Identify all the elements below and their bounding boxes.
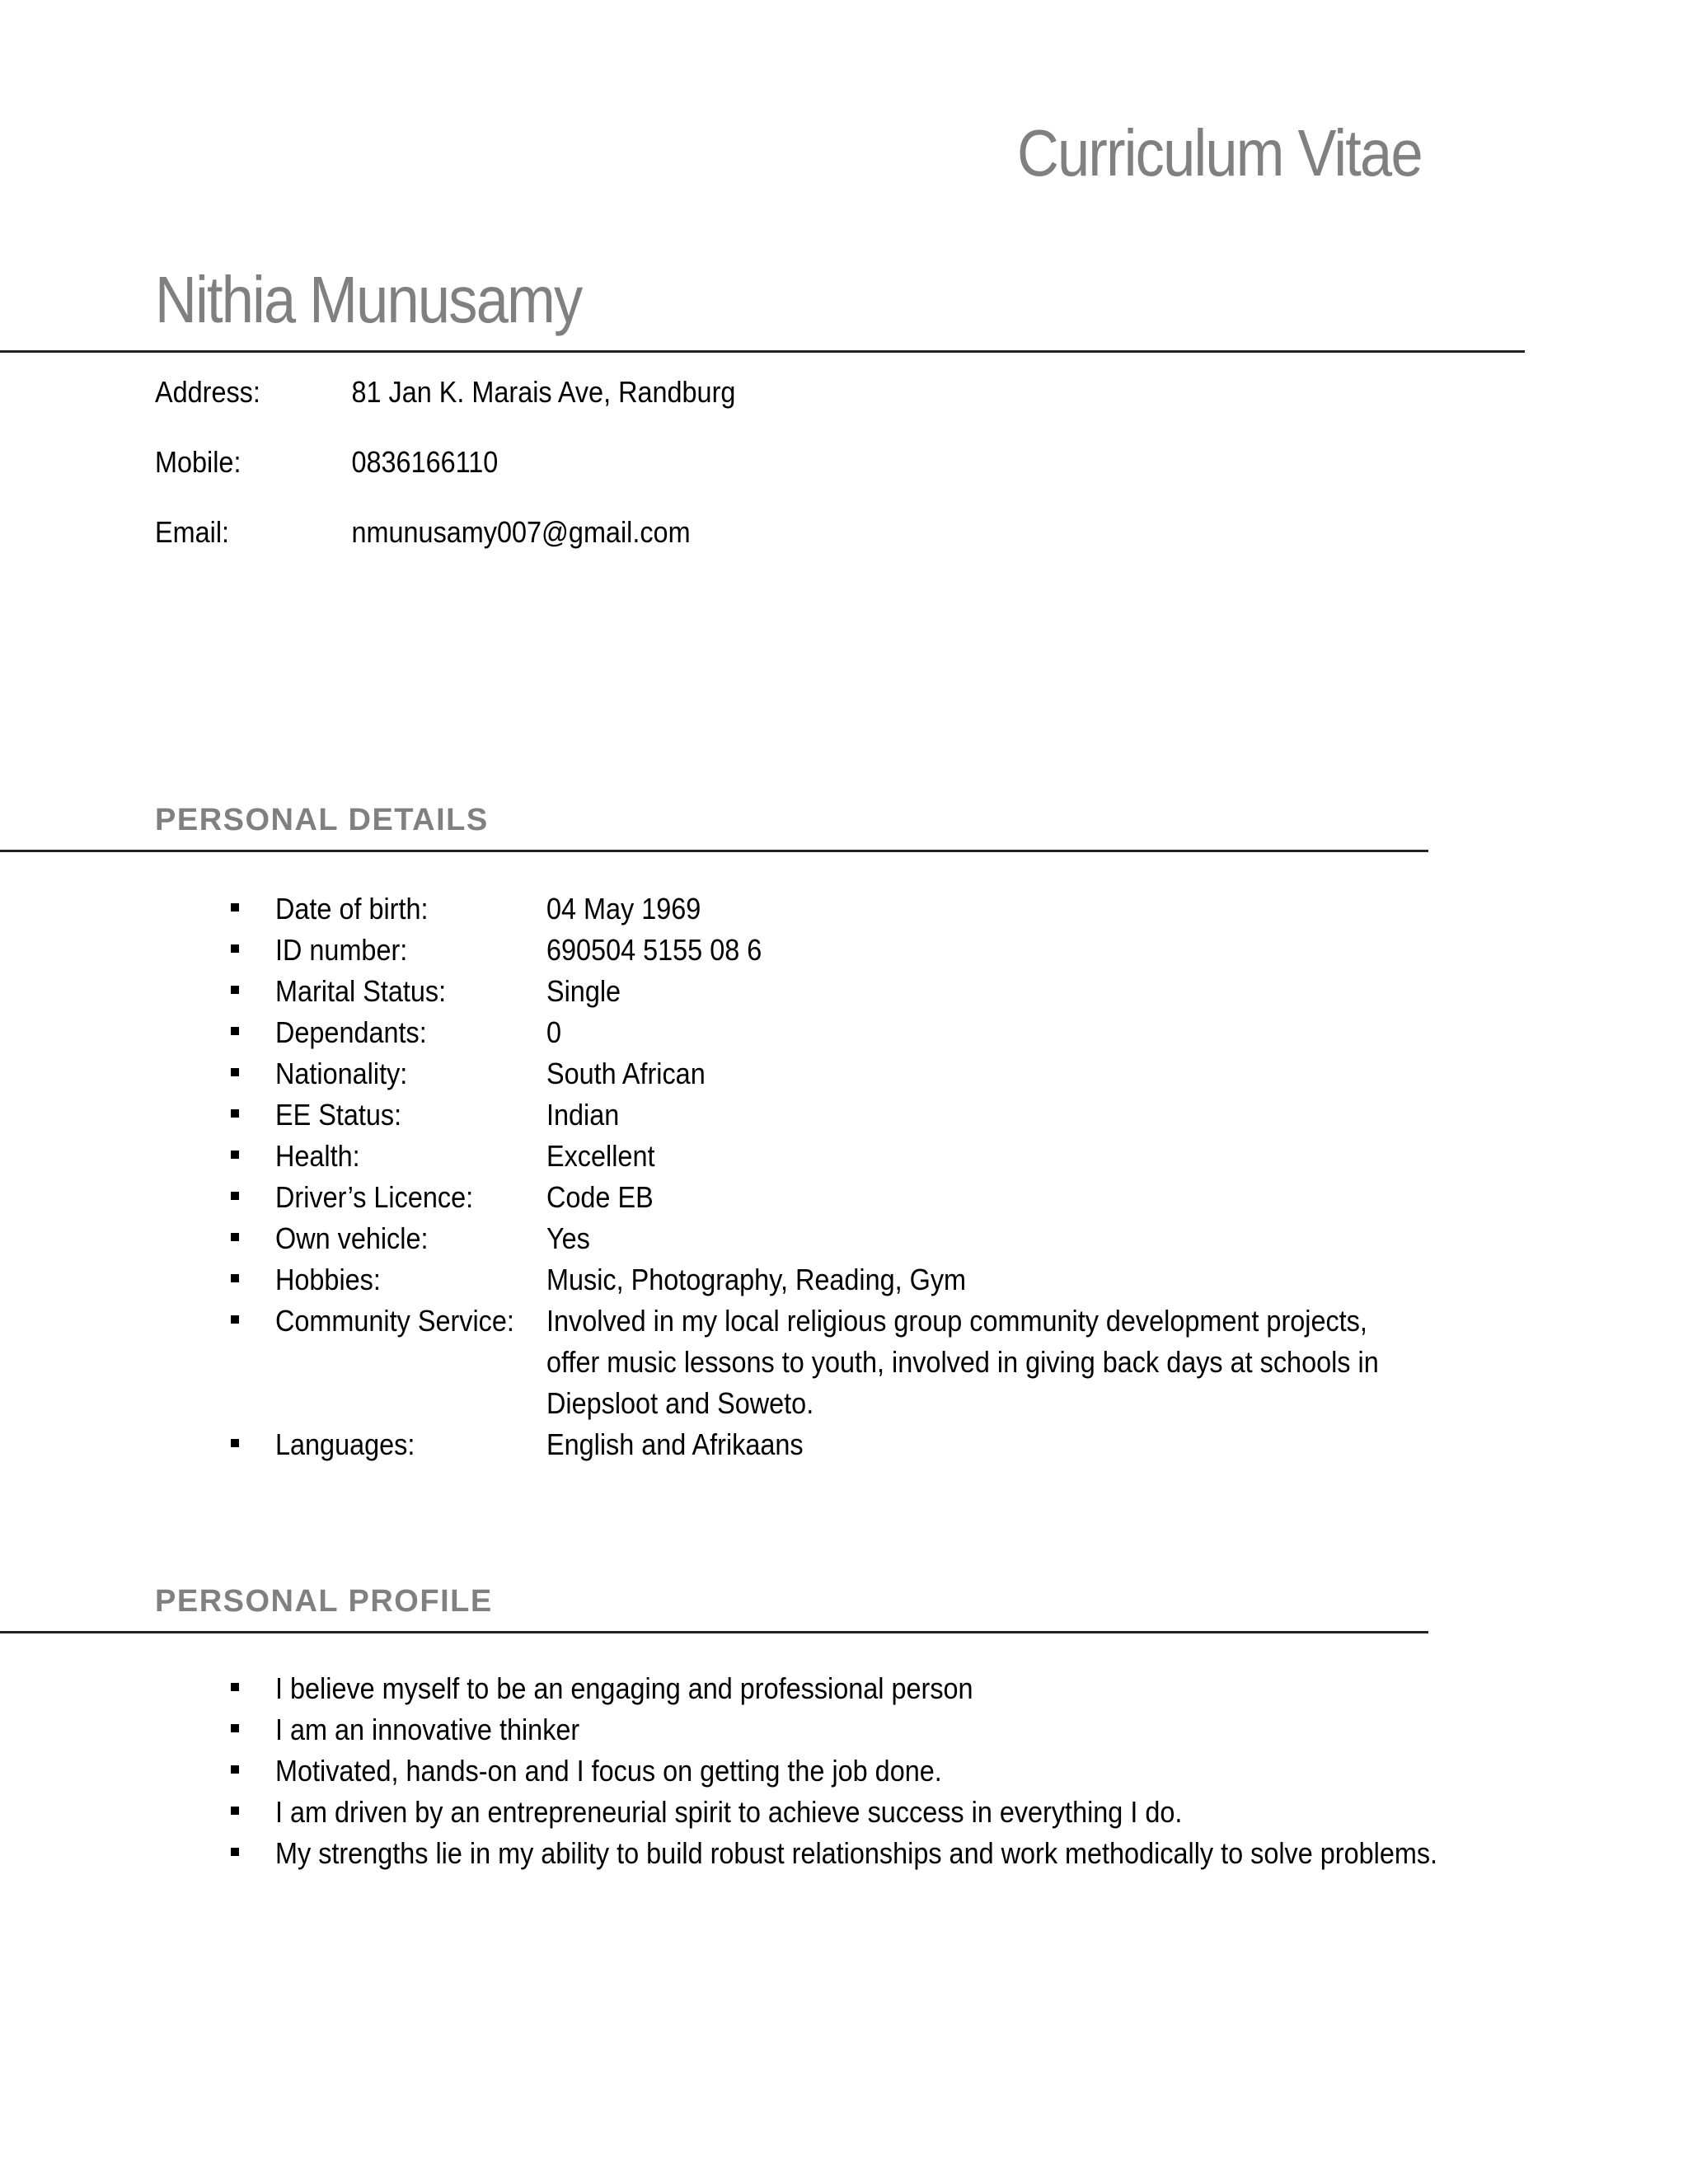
- candidate-name: Nithia Munusamy: [155, 263, 582, 336]
- detail-label: ID number:: [275, 933, 408, 967]
- square-bullet-icon: [231, 1683, 239, 1691]
- square-bullet-icon: [231, 1027, 239, 1035]
- detail-value: Excellent: [546, 1139, 655, 1173]
- detail-label: Health:: [275, 1139, 360, 1173]
- detail-value: English and Afrikaans: [546, 1427, 804, 1461]
- detail-value: Involved in my local religious group community development projects, offer music lessons to youth, involved in giving back days at schools in Diepsloot and Soweto.: [546, 1304, 1379, 1420]
- square-bullet-icon: [231, 944, 239, 953]
- personal-profile-list: [0, 1668, 1688, 1874]
- profile-item: [0, 1668, 1688, 1709]
- profile-text: I am an innovative thinker: [275, 1713, 580, 1746]
- square-bullet-icon: [231, 1233, 239, 1241]
- detail-label: Nationality:: [275, 1057, 408, 1090]
- square-bullet-icon: [231, 1807, 239, 1815]
- square-bullet-icon: [231, 1439, 239, 1447]
- square-bullet-icon: [231, 1724, 239, 1732]
- square-bullet-icon: [231, 986, 239, 994]
- address-value: 81 Jan K. Marais Ave, Randburg: [351, 375, 736, 409]
- contact-label: Email:: [155, 515, 230, 549]
- profile-item: [0, 1750, 1688, 1792]
- profile-text: Motivated, hands-on and I focus on getting the job done.: [275, 1754, 942, 1788]
- detail-item-health: [0, 1136, 1688, 1177]
- detail-label: EE Status:: [275, 1098, 402, 1132]
- square-bullet-icon: [231, 1315, 239, 1324]
- square-bullet-icon: [231, 1765, 239, 1774]
- detail-item-drivers-licence: [0, 1177, 1688, 1218]
- personal-details-heading: PERSONAL DETAILS: [155, 803, 489, 837]
- profile-text: I believe myself to be an engaging and professional person: [275, 1671, 973, 1705]
- mobile-value: 0836166110: [351, 445, 499, 479]
- contact-address-row: [155, 375, 735, 410]
- detail-label: Hobbies:: [275, 1263, 381, 1296]
- square-bullet-icon: [231, 1274, 239, 1282]
- detail-value: 04 May 1969: [546, 892, 701, 926]
- detail-value: 690504 5155 08 6: [546, 933, 762, 967]
- document-title: Curriculum Vitae: [1017, 116, 1422, 190]
- detail-label: Own vehicle:: [275, 1221, 429, 1255]
- detail-item-marital-status: [0, 971, 1688, 1012]
- contact-label: Mobile:: [155, 445, 241, 479]
- square-bullet-icon: [231, 1848, 239, 1856]
- profile-item: [0, 1709, 1688, 1750]
- detail-value: Single: [546, 974, 621, 1008]
- personal-profile-heading: PERSONAL PROFILE: [155, 1584, 493, 1619]
- profile-text: I am driven by an entrepreneurial spirit to achieve success in everything I do.: [275, 1795, 1183, 1829]
- detail-label: Languages:: [275, 1427, 415, 1461]
- detail-item-own-vehicle: [0, 1218, 1688, 1259]
- detail-label: Dependants:: [275, 1015, 427, 1049]
- detail-value: South African: [546, 1057, 706, 1090]
- detail-item-ee-status: [0, 1094, 1688, 1136]
- detail-label: Community Service:: [275, 1304, 514, 1338]
- square-bullet-icon: [231, 903, 239, 912]
- profile-item: [0, 1792, 1688, 1833]
- personal-details-divider: [0, 850, 1428, 852]
- name-divider: [0, 350, 1525, 353]
- square-bullet-icon: [231, 1068, 239, 1076]
- square-bullet-icon: [231, 1109, 239, 1118]
- contact-mobile-row: [155, 445, 498, 480]
- detail-item-languages: [0, 1424, 1688, 1465]
- detail-label: Date of birth:: [275, 892, 429, 926]
- detail-item-nationality: [0, 1053, 1688, 1094]
- personal-details-list: [0, 888, 1688, 1465]
- profile-text: My strengths lie in my ability to build robust relationships and work methodically to solve problems.: [275, 1836, 1438, 1870]
- detail-item-hobbies: [0, 1259, 1688, 1301]
- detail-item-dependants: [0, 1012, 1688, 1053]
- contact-email-row: [155, 515, 691, 550]
- detail-value: Code EB: [546, 1180, 654, 1214]
- square-bullet-icon: [231, 1192, 239, 1200]
- detail-item-date-of-birth: [0, 888, 1688, 930]
- detail-label: Marital Status:: [275, 974, 447, 1008]
- square-bullet-icon: [231, 1151, 239, 1159]
- detail-label: Driver’s Licence:: [275, 1180, 474, 1214]
- contact-label: Address:: [155, 375, 260, 409]
- personal-profile-divider: [0, 1631, 1428, 1633]
- detail-value: Yes: [546, 1221, 590, 1255]
- detail-item-id-number: [0, 930, 1688, 971]
- detail-value: Music, Photography, Reading, Gym: [546, 1263, 967, 1296]
- email-value: nmunusamy007@gmail.com: [351, 515, 691, 549]
- detail-value: Indian: [546, 1098, 620, 1132]
- detail-item-community-service: [0, 1301, 1688, 1424]
- detail-value: 0: [546, 1015, 562, 1049]
- profile-item: [0, 1833, 1688, 1874]
